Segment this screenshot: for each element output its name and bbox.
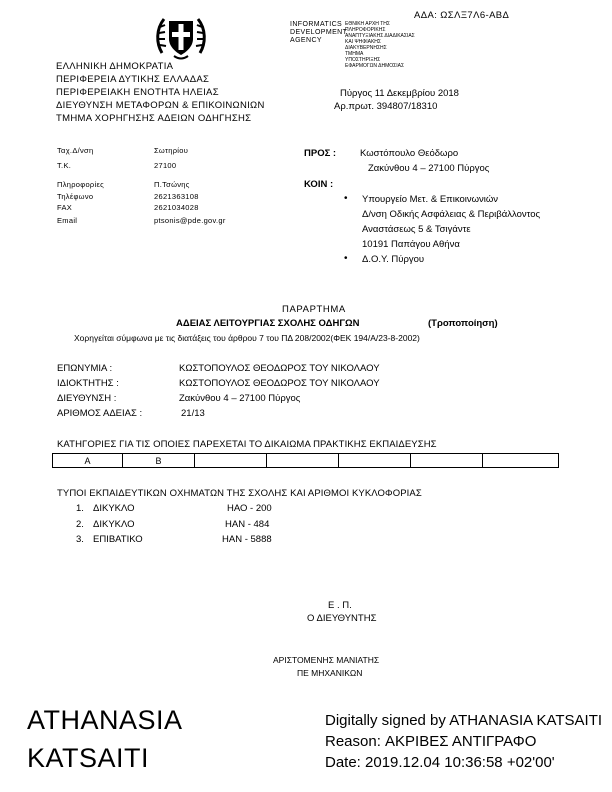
category-cell — [339, 454, 411, 468]
contact-label: Τ.Κ. — [57, 161, 72, 170]
header-line: ΕΛΛΗΝΙΚΗ ΔΗΜΟΚΡΑΤΙΑ — [56, 61, 174, 72]
vehicle-plate: ΗΑΝ - 5888 — [222, 534, 272, 545]
category-cell: Β — [123, 454, 195, 468]
vehicle-type: ΔΙΚΥΚΛΟ — [93, 519, 135, 530]
detail-value: 21/13 — [181, 408, 205, 419]
pros-address: Ζακύνθου 4 – 27100 Πύργος — [368, 163, 490, 174]
logo-small-line: ΑΝΑΠΤΥΞΙΑΚΗΣ ΔΙΑΔΙΚΑΣΙΑΣ — [345, 33, 415, 39]
table-row — [53, 454, 559, 468]
header-line: ΠΕΡΙΦΕΡΕΙΑ ΔΥΤΙΚΗΣ ΕΛΛΑΔΑΣ — [56, 74, 210, 85]
logo-small-line: ΚΑΙ ΨΗΦΙΑΚΗΣ — [345, 39, 381, 45]
logo-small-line: ΤΜΗΜΑ — [345, 51, 364, 57]
koin-line: Υπουργείο Μετ. & Επικοινωνιών — [362, 194, 499, 205]
detail-value: ΚΩΣΤΟΠΟΥΛΟΣ ΘΕΟΔΩΡΟΣ ΤΟΥ ΝΙΚΟΛΑΟΥ — [179, 363, 380, 374]
detail-label: ΔΙΕΥΘΥΝΣΗ : — [57, 393, 117, 404]
signer-name-line2: KATSAITI — [27, 743, 150, 773]
contact-value: Σωτηρίου — [154, 146, 189, 155]
signature-reason: Reason: ΑΚΡΙΒΕΣ ΑΝΤΙΓΡΑΦΟ — [325, 733, 537, 750]
category-cell — [195, 454, 267, 468]
vehicles-title: ΤΥΠΟΙ ΕΚΠΑΙΔΕΥΤΙΚΩΝ ΟΧΗΜΑΤΩΝ ΤΗΣ ΣΧΟΛΗΣ ΚΑΙ ΑΡΙΘΜΟΙ ΚΥΚΛΟΦΟΡΙΑΣ — [57, 488, 422, 499]
koin-line: Αναστάσεως 5 & Τσιγάντε — [362, 224, 471, 235]
contact-label: FAX — [57, 203, 73, 212]
header-line: ΔΙΕΥΘΥΝΣΗ ΜΕΤΑΦΟΡΩΝ & ΕΠΙΚΟΙΝΩΝΙΩΝ — [56, 100, 265, 111]
vehicle-plate: ΗΑΟ - 200 — [227, 503, 272, 514]
header-line: ΠΕΡΙΦΕΡΕΙΑΚΗ ΕΝΟΤΗΤΑ ΗΛΕΙΑΣ — [56, 87, 219, 98]
annex-title: ΠΑΡΑΡΤΗΜΑ — [282, 304, 346, 315]
logo-word: INFORMATICS — [290, 21, 343, 28]
signoff-ep: Ε . Π. — [328, 600, 352, 611]
vehicle-num: 1. — [76, 503, 84, 514]
contact-label: Πληροφορίες — [57, 180, 104, 189]
category-cell — [483, 454, 559, 468]
logo-small-line: ΠΛΗΡΟΦΟΡΙΚΗΣ — [345, 27, 386, 33]
contact-label: Τηλέφωνο — [57, 192, 94, 201]
logo-small-line: ΥΠΟΣΤΗΡΙΞΗΣ — [345, 57, 381, 63]
annex-subtitle: ΑΔΕΙΑΣ ΛΕΙΤΟΥΡΓΙΑΣ ΣΧΟΛΗΣ ΟΔΗΓΩΝ — [176, 318, 360, 329]
detail-value: ΚΩΣΤΟΠΟΥΛΟΣ ΘΕΟΔΩΡΟΣ ΤΟΥ ΝΙΚΟΛΑΟΥ — [179, 378, 380, 389]
detail-label: ΙΔΙΟΚΤΗΤΗΣ : — [57, 378, 119, 389]
koin-label: ΚΟΙΝ : — [304, 179, 334, 190]
annex-granted: Χορηγείται σύμφωνα με τις διατάξεις του άρθρου 7 του ΠΔ 208/2002(ΦΕΚ 194/Α/23-8-2002) — [74, 333, 420, 343]
koin-line: 10191 Παπάγου Αθήνα — [362, 239, 460, 250]
place-date: Πύργος 11 Δεκεμβρίου 2018 — [340, 88, 459, 99]
greek-emblem-icon — [154, 13, 208, 61]
vehicle-type: ΕΠΙΒΑΤΙΚΟ — [93, 534, 143, 545]
detail-value: Ζακύνθου 4 – 27100 Πύργος — [179, 393, 301, 404]
protocol-number: Αρ.πρωτ. 394807/18310 — [334, 101, 438, 112]
vehicle-num: 3. — [76, 534, 84, 545]
bullet-icon: • — [344, 253, 348, 264]
bullet-icon: • — [344, 193, 348, 204]
koin-line: Δ/νση Οδικής Ασφάλειας & Περιβάλλοντος — [362, 209, 541, 220]
annex-subtitle-suffix: (Τροποποίηση) — [428, 318, 498, 329]
category-cell — [411, 454, 483, 468]
contact-email[interactable]: ptsonis@pde.gov.gr — [154, 216, 226, 225]
category-cell — [267, 454, 339, 468]
contact-value: 2621363108 — [154, 192, 199, 201]
logo-small-line: ΔΙΑΚΥΒΕΡΝΗΣΗΣ — [345, 45, 387, 51]
contact-label: Ταχ.Δ/νση — [57, 146, 94, 155]
contact-value: Π.Τσώνης — [154, 180, 190, 189]
pros-label: ΠΡΟΣ : — [304, 148, 337, 159]
contact-value: 27100 — [154, 161, 177, 170]
categories-title: ΚΑΤΗΓΟΡΙΕΣ ΓΙΑ ΤΙΣ ΟΠΟΙΕΣ ΠΑΡΕΧΕΤΑΙ ΤΟ ΔΙΚΑΙΩΜΑ ΠΡΑΚΤΙΚΗΣ ΕΚΠΑΙΔΕΥΣΗΣ — [57, 439, 437, 450]
vehicle-num: 2. — [76, 519, 84, 530]
signoff-name: ΑΡΙΣΤΟΜΕΝΗΣ ΜΑΝΙΑΤΗΣ — [273, 655, 380, 665]
logo-word: AGENCY — [290, 37, 322, 44]
pros-name: Κωστόπουλο Θεόδωρο — [360, 148, 459, 159]
detail-label: ΑΡΙΘΜΟΣ ΑΔΕΙΑΣ : — [57, 408, 143, 419]
logo-small-line: ΕΘΝΙΚΗ ΑΡΧΗ ΤΗΣ — [345, 21, 390, 27]
contact-label: Email — [57, 216, 78, 225]
contact-value: 2621034028 — [154, 203, 199, 212]
vehicle-type: ΔΙΚΥΚΛΟ — [93, 503, 135, 514]
signer-name-line1: ATHANASIA — [27, 705, 183, 735]
ada-code: ΑΔΑ: ΩΣΛΞ7Λ6-ΑΒΔ — [414, 10, 510, 21]
logo-word: DEVELOPMENT — [290, 29, 348, 36]
agency-logo — [290, 21, 347, 45]
header-line: ΤΜΗΜΑ ΧΟΡΗΓΗΣΗΣ ΑΔΕΙΩΝ ΟΔΗΓΗΣΗΣ — [56, 113, 252, 124]
signoff-title: ΠΕ ΜΗΧΑΝΙΚΩΝ — [297, 668, 363, 678]
logo-small-line: ΕΦΑΡΜΟΓΩΝ ΔΗΜΟΣΙΑΣ — [345, 63, 405, 69]
signature-date: Date: 2019.12.04 10:36:58 +02'00' — [325, 754, 555, 771]
signoff-director: Ο ΔΙΕΥΘΥΝΤΗΣ — [307, 613, 377, 624]
detail-label: ΕΠΩΝΥΜΙΑ : — [57, 363, 113, 374]
vehicle-plate: ΗΑΝ - 484 — [225, 519, 270, 530]
koin-line: Δ.Ο.Υ. Πύργου — [362, 254, 425, 265]
signature-signed-by: Digitally signed by ATHANASIA KATSAITI — [325, 712, 603, 729]
category-cell: Α — [53, 454, 123, 468]
categories-table — [52, 453, 559, 468]
agency-logo-small-text — [345, 21, 415, 69]
